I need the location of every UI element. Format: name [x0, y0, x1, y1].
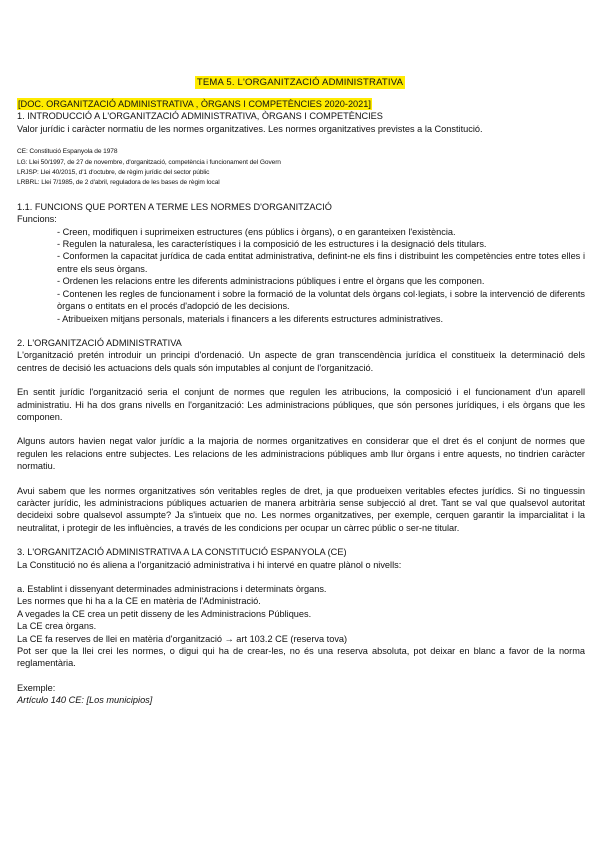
- list-item: - Conformen la capacitat jurídica de cada entitat administrativa, definint-ne els fins i distribuint les competències entre totes elles i entre els seus òrgans.: [57, 251, 585, 274]
- section11-intro: Funcions:: [17, 214, 57, 225]
- abbreviation-lrbrl: LRBRL: Llei 7/1985, de 2 d'abril, reguladora de les bases de règim local: [17, 179, 220, 187]
- section1-heading: 1. INTRODUCCIÓ A L'ORGANITZACIÓ ADMINISTRATIVA, ÒRGANS I COMPETÈNCIES: [17, 111, 383, 122]
- section3-line-2: A vegades la CE crea un petit disseny de les Administracions Públiques.: [17, 608, 312, 619]
- example-label: Exemple:: [17, 682, 56, 693]
- section3-intro: La Constitució no és aliena a l'organització administrativa i hi intervé en quatre plànol o nivells:: [17, 559, 402, 570]
- example-text: Artículo 140 CE: [Los municipios]: [17, 695, 153, 706]
- list-item: - Contenen les regles de funcionament i sobre la formació de la voluntat dels òrgans col·legiats, i sobre la intervenció de diferents òrgans o entitats en el procés d'adopció de les decisions.: [57, 288, 585, 312]
- section3-heading: 3. L'ORGANITZACIÓ ADMINISTRATIVA A LA CONSTITUCIÓ ESPANYOLA (CE): [17, 547, 347, 558]
- functions-list: [17, 226, 585, 325]
- section2-paragraph-1: L'organització pretén introduir un principi d'ordenació. Un aspecte de gran transcendència jurídica el constitueix la determinació dels centres de decisió les actuacions dels quals són imputables al conjunt de l'organització.: [17, 350, 585, 373]
- section3-line-1: Les normes que hi ha a la CE en matèria de l'Administració.: [17, 596, 261, 607]
- abbreviation-lg: LG: Llei 50/1997, de 27 de novembre, d'organització, competència i funcionament del Govern: [17, 158, 281, 166]
- list-item: - Creen, modifiquen i suprimeixen estructures (ens públics i òrgans), o en garanteixen l'existència.: [57, 226, 456, 237]
- section3-sub-a: a. Establint i dissenyant determinades administracions i determinats òrgans.: [17, 584, 327, 594]
- section2-paragraph-3: Alguns autors havien negat valor jurídic a la majoria de normes organitzatives en considerar que el dret és el conjunt de normes que regulen les relacions entre subjectes. Les relacions de les administracions públiques amb llur òrgans i entre aquests, no tindrien caràcter normatiu.: [17, 436, 585, 472]
- document-content: [17, 98, 585, 707]
- section2-paragraph-4: Avui sabem que les normes organitzatives són veritables regles de dret, ja que produeixen veritables efectes jurídics. Si no tinguessin caràcter jurídic, les administracions públiques actuarien de manera arbitrària sense subjecció al dret. Tant se val que qualsevol autoritat decideixi sobre qualsevol assumpte? Ja s'intueix que no. Les normes organitzatives, per exemple, cerquen garantir la imparcialitat i la neutralitat, i protegir de les influències, a través de les condicions per ocupar un càrrec públic o ser-ne titular.: [17, 485, 585, 533]
- page-title: TEMA 5. L'ORGANITZACIÓ ADMINISTRATIVA: [196, 77, 404, 88]
- doc-heading: [DOC. ORGANITZACIÓ ADMINISTRATIVA , ÒRGANS I COMPETÈNCIES 2020-2021]: [18, 99, 371, 109]
- title-wrap: [0, 72, 600, 90]
- section3-line-3: La CE crea òrgans.: [17, 621, 97, 632]
- section2-heading: 2. L'ORGANITZACIÓ ADMINISTRATIVA: [17, 337, 182, 348]
- section1-text: Valor jurídic i caràcter normatiu de les normes organitzatives. Les normes organitzatives previstes a la Constitució.: [17, 123, 483, 134]
- abbreviation-lrjsp: LRJSP: Llei 40/2015, d'1 d'octubre, de règim jurídic del sector públic: [17, 169, 210, 177]
- list-item: - Regulen la naturalesa, les característiques i la composició de les estructures i la designació dels titulars.: [57, 239, 487, 250]
- section3-line-4: La CE fa reserves de llei en matèria d'organització → art 103.2 CE (reserva tova): [17, 633, 348, 644]
- list-item: - Atribueixen mitjans personals, materials i financers a les diferents estructures administratives.: [57, 313, 444, 324]
- section2-paragraph-2: En sentit jurídic l'organització seria el conjunt de normes que regulen les atribucions, la composició i el funcionament d'un aparell administratiu. Hi ha dos grans nivells en l'organització: Les administracions públiques, que són persones jurídiques, i els òrgans que les componen.: [17, 387, 585, 422]
- abbreviation-list: [17, 147, 585, 189]
- abbreviation-ce: CE: Constitució Espanyola de 1978: [17, 148, 118, 156]
- list-item: - Ordenen les relacions entre les diferents administracions públiques i entre el òrgans que les componen.: [57, 276, 485, 287]
- section3-paragraph: Pot ser que la llei crei les normes, o digui qui ha de crear-les, no és una reserva absoluta, pot deixar en blanc a favor de la norma reglamentària.: [17, 646, 585, 669]
- section11-heading: 1.1. FUNCIONS QUE PORTEN A TERME LES NORMES D'ORGANITZACIÓ: [17, 201, 332, 212]
